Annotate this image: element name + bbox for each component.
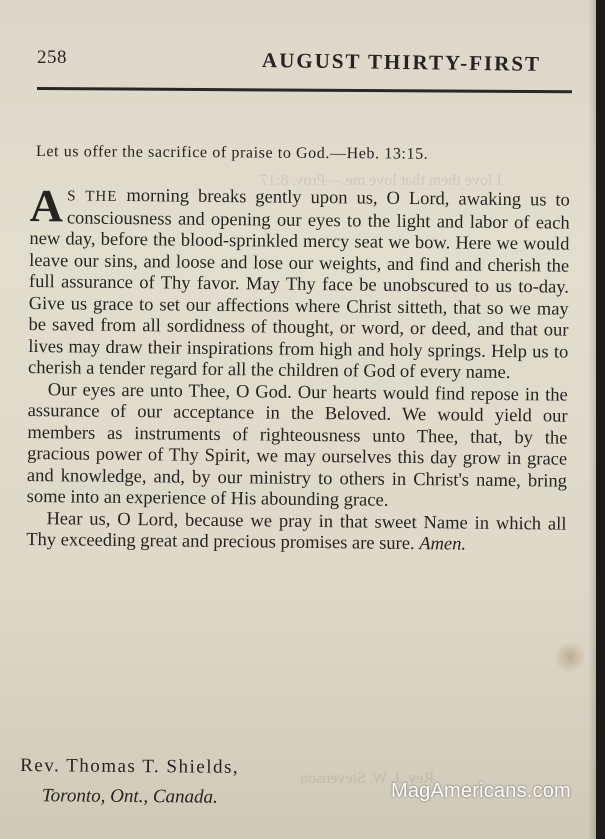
prayer-paragraph-3: [26, 508, 566, 557]
paragraph-body: morning breaks gently upon us, O Lord, awaking us to consciousness and opening our eyes to the light and labor of each new day, before the blood-sprinkled mercy seat we bow. Here we would leave our sins, and loose and lose our weights, and find and cherish the full assurance of Thy favor. May Thy face be unobscured to us to-day. Give us grace to set our affections where Christ sitteth, that so we may be saved from all sordidness of thought, or word, or deed, and that our lives may draw their inspirations from high and holy springs. Help us to cherish a tender regard for all the children of God of every name.: [27, 185, 570, 384]
header-rule: [37, 87, 572, 93]
bleed-through-text: Rev. J. W. Stevenson: [300, 770, 435, 787]
amen: Amen.: [419, 534, 467, 555]
author-name: Rev. Thomas T. Shields,: [20, 755, 240, 778]
scripture-epigraph: Let us offer the sacrifice of praise to God.—Heb. 13:15.: [35, 143, 429, 163]
running-head: AUGUST THIRTY-FIRST: [261, 48, 542, 76]
drop-cap: A: [29, 180, 64, 232]
paragraph-lead: S THE: [67, 188, 118, 205]
prayer-paragraph-2: Our eyes are unto Thee, O God. Our hearts would find repose in the assurance of our acceptance in the Beloved. We would yield our members as instruments of righteousness unto Thee, that, by the gracious power of Thy Spirit, we may ourselves this day grow in grace and knowledge, and, by our ministry to others in Christ's name, bring some into an experience of His abounding grace.: [26, 379, 568, 511]
paragraph-body: Hear us, O Lord, because we pray in that sweet Name in which all Thy exceeding great and precious promises are sure.: [26, 508, 567, 555]
page-number: 258: [37, 47, 67, 68]
watermark: MagAmericans.com: [391, 780, 571, 802]
signature-block: [20, 755, 239, 809]
author-location: Toronto, Ont., Canada.: [41, 785, 218, 808]
bleed-through-text: I love them that love me.—Prov. 8:17: [260, 172, 502, 189]
page-stain: [555, 640, 585, 674]
